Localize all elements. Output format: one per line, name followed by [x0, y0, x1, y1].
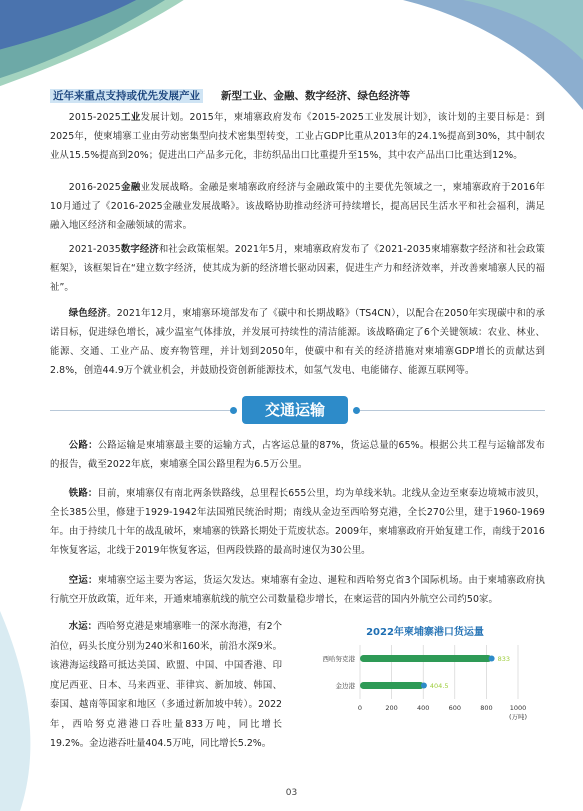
transport-title-bar: [50, 396, 545, 426]
air-text: 柬埔寨空运主要为客运，货运欠发达。柬埔寨有金边、暹粒和西哈努克省3个国际机场。由于柬埔寨政府执行航空开放政策，近年来，开通柬埔寨航线的航空公司数量稳步增长，在柬运营的国内外航空公司约50家。: [50, 575, 545, 605]
chart-bar: [360, 682, 424, 689]
p4-bold: 绿色经济: [68, 308, 108, 319]
industry-heading-list: 新型工业、金融、数字经济、绿色经济等: [221, 90, 410, 102]
title-dot-right: [353, 407, 360, 414]
title-divider-left: [50, 410, 230, 411]
paragraph-road: [50, 436, 545, 474]
chart-category-label: 金边港: [335, 681, 355, 690]
title-divider-right: [360, 410, 545, 411]
p3-bold: 数字经济: [120, 244, 159, 255]
chart-x-tick-label: 800: [480, 704, 493, 712]
transport-section-title: 交通运输: [242, 396, 348, 424]
chart-x-tick-label: 400: [416, 704, 430, 712]
water-label: 水运：: [68, 621, 98, 632]
p3-lead: 2021-2035: [68, 244, 121, 255]
p1-lead: 2015-2025: [68, 112, 121, 123]
chart-bar-end-dot: [489, 656, 495, 662]
chart-value-label: 404.5: [429, 681, 449, 690]
water-text: 西哈努克港是柬埔寨唯一的深水海港，有2个泊位，码头长度分别为240米和160米，前沿水深9米。该港海运线路可抵达美国、欧盟、中国、中国香港、印度尼西亚、日本、马来西亚、菲律宾、新加坡、韩国、泰国、越南等国家和地区（多通过新加坡中转）。2022年，西哈努克港港口吞吐量833万吨，同比增长19.2%。金边港吞吐量404.5万吨，同比增长5.2%。: [50, 621, 282, 749]
paragraph-water: [50, 617, 282, 754]
p2-lead: 2016-2025: [68, 182, 121, 193]
p1-bold: 工业: [120, 112, 141, 123]
paragraph-air: [50, 571, 545, 609]
chart-x-tick-label: 1000: [509, 704, 527, 712]
chart-x-axis-label: (万吨): [508, 713, 528, 721]
paragraph-finance-strategy: [50, 178, 545, 235]
rail-text: 目前，柬埔寨仅有南北两条铁路线，总里程长655公里，均为单线米轨。北线从金边至柬泰边境城市波贝，全长385公里，修建于1929-1942年法国殖民统治时期；南线从金边至西哈努克港，全长270公里，建于1960-1969年。由于持续几十年的战乱破坏，柬埔寨的铁路长期处于荒废状态。2009年，柬埔寨政府开始复建工作，南线于2016年恢复客运，北线于2019年恢复客运，但两段铁路的最高时速仅为30公里。: [50, 488, 545, 556]
title-dot-left: [230, 407, 237, 414]
paragraph-green-economy: [50, 304, 545, 380]
page-number: 03: [285, 788, 298, 798]
road-label: 公路：: [68, 440, 98, 451]
air-label: 空运：: [68, 575, 98, 586]
industry-heading-highlight: 近年来重点支持或优先发展产业: [50, 89, 203, 103]
chart-x-tick-label: 600: [448, 704, 462, 712]
p4-text: 。2021年12月，柬埔寨环境部发布了《碳中和长期战略》（TS4CN），以配合在2050年实现碳中和的承诺目标，促进绿色增长，减少温室气体排放，并发展可持续性的清洁能源。该战略确定了6个关键领域：农业、林业、能源、交通、工业产品、废弃物管理，并计划到2050年，使碳中和有关的经济措施对柬埔寨GDP增长的贡献达到2.8%，创造44.9万个就业机会，并鼓励投资创新能源技术，如氢气发电、电能储存、能源互联网等。: [50, 308, 545, 376]
chart-x-tick-label: 0: [357, 704, 363, 712]
chart-bar: [360, 655, 492, 662]
paragraph-rail: [50, 484, 545, 560]
chart-bar-end-dot: [421, 683, 427, 689]
paragraph-industry-plan: [50, 108, 545, 165]
port-cargo-chart: [300, 621, 550, 731]
paragraph-digital-economy: [50, 240, 545, 297]
chart-category-label: 西哈努克港: [322, 654, 355, 663]
p2-bold: 金融: [120, 182, 141, 193]
rail-label: 铁路：: [68, 488, 98, 499]
p2-text: 业发展战略。金融是柬埔寨政府经济与金融政策中的主要优先领域之一，柬埔寨政府于2016年10月通过了《2016-2025金融业发展战略》。该战略协助推动经济可持续增长，提高居民生活水平和社会福利，满足融入地区经济和金融领域的需求。: [50, 182, 546, 231]
chart-title: 2022年柬埔寨港口货运量: [366, 627, 484, 638]
decorative-wave-top-left: [0, 0, 260, 100]
chart-x-tick-label: 200: [385, 704, 398, 712]
p3-text: 和社会政策框架。2021年5月，柬埔寨政府发布了《2021-2035柬埔寨数字经济和社会政策框架》，该框架旨在“建立数字经济，使其成为新的经济增长驱动因素，促进生产力和经济效率，并改善柬埔寨人民的福祉”。: [50, 244, 545, 293]
road-text: 公路运输是柬埔寨最主要的运输方式，占客运总量的87%，货运总量的65%。根据公共工程与运输部发布的报告，截至2022年底，柬埔寨全国公路里程为6.5万公里。: [50, 440, 545, 470]
industry-section-heading: [50, 88, 410, 103]
p1-text: 发展计划。2015年，柬埔寨政府发布《2015-2025工业发展计划》，该计划的主要目标是：到2025年，使柬埔寨工业由劳动密集型向技术密集型转变，工业占GDP比重从2013年的24.1%提高到30%，其中制农业从15.5%提高到20%；促进出口产品多元化，非纺织品出口比重提升至15%，其中农产品出口比重达到12%。: [50, 112, 545, 161]
chart-value-label: 833: [497, 654, 511, 663]
